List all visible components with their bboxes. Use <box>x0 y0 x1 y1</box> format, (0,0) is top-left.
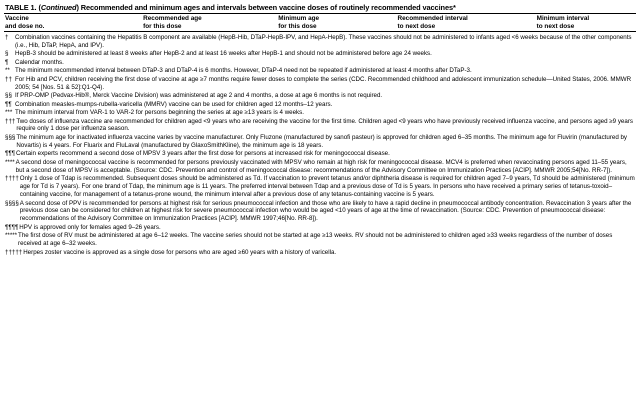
footnote-item <box>4 50 636 59</box>
column-header-vaccine <box>4 15 143 30</box>
column-header-recommended-interval-line2: to next dose <box>397 22 436 30</box>
footnote-item <box>4 101 636 110</box>
footnote-text: Calendar months. <box>15 58 64 66</box>
table-title <box>5 3 636 12</box>
footnote-text: Combination vaccines containing the Hepatitis B component are available (HepB-Hib, DTaP-HepB-IPV, and HepA-HepB). These vaccines should not be administered to infants aged <6 weeks because of the other components (i.e., Hib, DTaP, HepA, and IPV). <box>15 33 632 49</box>
footnote-symbol: ¶¶¶ <box>5 150 15 158</box>
footnote-symbol: § <box>5 50 9 58</box>
footnote-text: The minimum age for inactivated influenza vaccine varies by vaccine manufacturer. Only Fluzone (manufactured by sanofi pasteur) is approved for children aged 6–35 months. The minimum age for Fluvirin (manufactured by Novartis) is 4 years. For Fluarix and FluLaval (manufactured by GlaxoSmithKline), the minimum age is 18 years. <box>16 133 628 149</box>
table-title-suffix: ) Recommended and minimum ages and intervals between vaccine doses of routinely recommended vaccines* <box>76 3 456 12</box>
footnote-text: A second dose of meningococcal vaccine is recommended for persons previously vaccinated with MPSV who remain at high risk for meningococcal disease. MCV4 is preferred when revaccinating persons aged 11–55 years, but a second dose of MPSV is acceptable. (Source: CDC. Prevention and control of meningococcal disease: recommendations of the Advisory Committee on Immunization Practices [ACIP]. MMWR 2005;54[No. RR-7]). <box>15 158 627 174</box>
footnote-symbol: **** <box>5 158 15 166</box>
footnote-text: For Hib and PCV, children receiving the first dose of vaccine at age ≥7 months require fewer doses to complete the series (CDC. Recommended childhood and adolescent immunization schedule—United States, 2006. MMWR 2005; 54 [Nos. 51 & 52]:Q1-Q4). <box>15 75 632 91</box>
footnote-item <box>4 67 636 76</box>
footnote-symbol: † <box>5 33 9 41</box>
footnote-text: Herpes zoster vaccine is approved as a single dose for persons who are aged ≥60 years with a history of varicella. <box>23 248 337 256</box>
footnote-item <box>4 150 636 159</box>
footnote-text: The minimum interval from VAR-1 to VAR-2 for persons beginning the series at age ≥13 years is 4 weeks. <box>15 109 304 116</box>
footnote-item <box>4 118 636 134</box>
column-header-minimum-interval <box>537 15 636 30</box>
footnote-text: The first dose of RV must be administered at age 6–12 weeks. The vaccine series should not be started at age ≥13 weeks. RV should not be administered to children aged ≥33 weeks regardless of the number of doses received at age 6–32 weeks. <box>18 232 613 248</box>
footnote-item <box>4 159 636 175</box>
column-header-recommended-interval <box>398 15 537 30</box>
footnote-text: Only 1 dose of Tdap is recommended. Subsequent doses should be administered as Td. If vaccination to prevent tetanus and/or diphtheria disease is required for children aged 7–9 years, Td should be administered (minimum age for Td is 7 years). For one brand of Tdap, the minimum age is 11 years. The preferred interval between Tdap and a previous dose of Td is 5 years. In persons who have received a primary series of tetanus-toxoid–containing vaccine, for management of a tetanus-prone wound, the minimum interval after a previous dose of any tetanus-containing vaccine is 5 years. <box>19 175 635 199</box>
footnote-symbol: *** <box>5 109 13 116</box>
column-header-minimum-age-line2: for this dose <box>278 22 317 30</box>
footnote-text: Combination measles-mumps-rubella-varicella (MMRV) vaccine can be used for children aged 12 months–12 years. <box>15 100 333 108</box>
footnote-item <box>4 134 636 150</box>
footnote-item <box>4 92 636 101</box>
footnote-item <box>4 109 636 118</box>
column-header-vaccine-line2: and dose no. <box>5 22 45 30</box>
column-header-recommended-age-line2: for this dose <box>143 22 182 30</box>
column-header-minimum-age <box>278 15 397 30</box>
footnote-item <box>4 224 636 233</box>
footnote-item <box>4 232 636 248</box>
footnote-symbol: †† <box>5 75 12 83</box>
footnote-symbol: §§ <box>5 92 12 99</box>
footnote-symbol: †††† <box>5 175 19 183</box>
footnote-symbol: ***** <box>5 232 18 240</box>
footnote-text: Two doses of influenza vaccine are recommended for children aged <9 years who are receiving the vaccine for the first time. Children aged <9 years who have previously received influenza vaccine, and persons aged ≥9 years require only 1 dose per influenza season. <box>16 117 633 133</box>
column-header-minimum-interval-line2: to next dose <box>536 22 575 30</box>
footnote-text: The minimum recommended interval between DTaP-3 and DTaP-4 is 6 months. However, DTaP-4 need not be repeated if administered at least 4 months after DTaP-3. <box>15 67 472 75</box>
footnote-item <box>4 200 636 224</box>
footnote-item <box>4 76 636 92</box>
footnotes-list <box>4 32 636 257</box>
footnote-symbol: ¶¶ <box>5 100 12 108</box>
footnote-symbol: ¶ <box>5 58 9 66</box>
column-header-recommended-age <box>143 15 278 30</box>
footnote-item <box>4 34 636 50</box>
footnote-symbol: §§§§ <box>5 199 19 207</box>
footnote-symbol: ††† <box>5 117 16 125</box>
table-header-row <box>4 14 636 31</box>
footnote-text: Certain experts recommend a second dose of MPSV 3 years after the first dose for persons at increased risk for meningococcal disease. <box>15 150 390 158</box>
footnote-text: A second dose of PPV is recommended for persons at highest risk for serious pneumococcal infection and those who are likely to have a rapid decline in pneumococcal antibody concentration. Revaccination 3 years after the previous dose can be considered for children at highest risk for severe pneumococcal infection who would be aged <10 years of age at the time of revaccination. (Source: CDC. Prevention of pneumococcal disease: recommendations of the Advisory Committee on Immunization Practices [ACIP]. MMWR 1997;46[No. RR-8]). <box>19 199 632 223</box>
column-header-recommended-interval-line1: Recommended interval <box>397 15 468 22</box>
column-header-recommended-age-line1: Recommended age <box>143 15 202 22</box>
footnote-item <box>4 59 636 68</box>
footnote-text: If PRP-OMP (Pedvax-Hib®, Merck Vaccine Division) was administered at age 2 and 4 months, a dose at age 6 months is not required. <box>15 92 383 99</box>
footnote-symbol: ¶¶¶¶ <box>5 223 19 231</box>
footnote-symbol: ** <box>5 67 10 75</box>
column-header-minimum-interval-line1: Minimum interval <box>536 15 590 22</box>
footnote-symbol: ††††† <box>5 248 23 256</box>
footnote-text: HPV is approved only for females aged 9–26 years. <box>19 223 161 231</box>
footnote-text: HepB-3 should be administered at least 8 weeks after HepB-2 and at least 16 weeks after HepB-1 and should not be administered before age 24 weeks. <box>15 50 432 58</box>
table-title-continued: Continued <box>40 3 77 12</box>
footnote-item <box>4 175 636 199</box>
column-header-vaccine-line1: Vaccine <box>5 15 29 22</box>
footnote-symbol: §§§ <box>5 133 16 141</box>
footnote-item <box>4 249 636 258</box>
table-title-prefix: TABLE 1. ( <box>5 3 41 12</box>
column-header-minimum-age-line1: Minimum age <box>278 15 320 22</box>
